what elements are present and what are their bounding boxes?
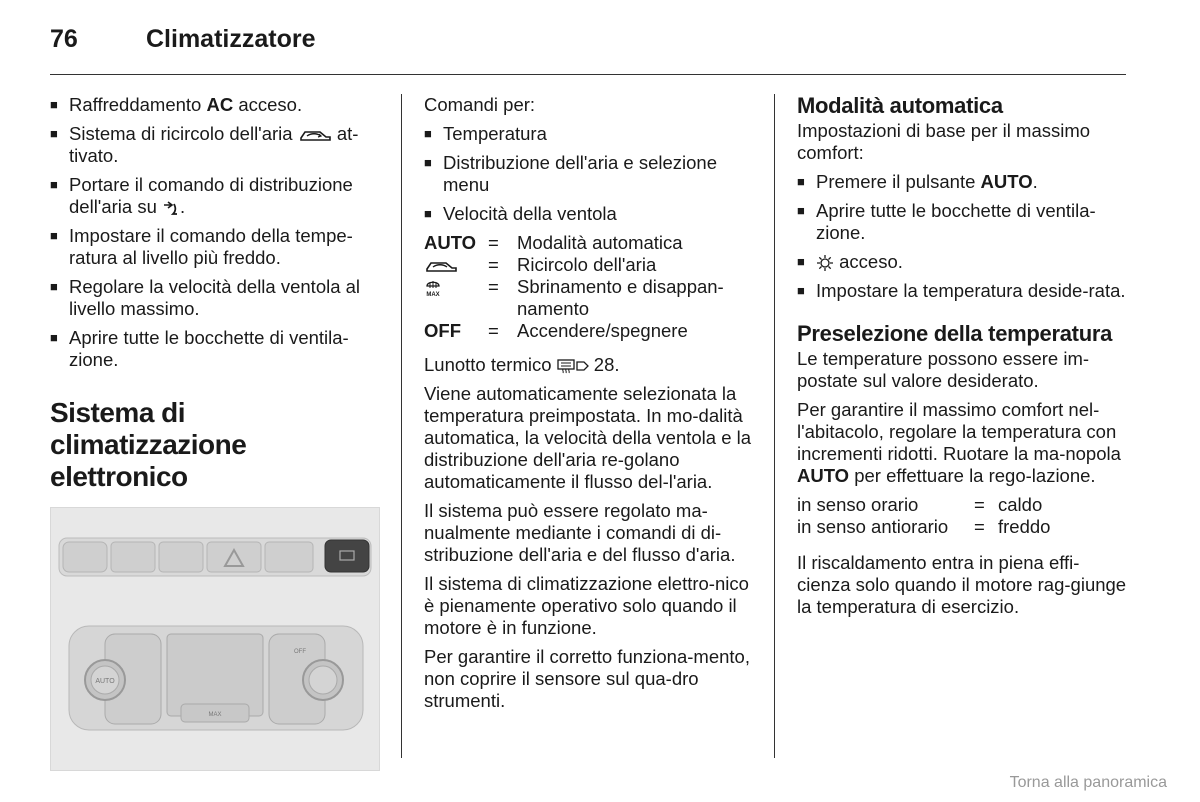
column-divider-2 [774, 94, 775, 758]
column-3 [797, 94, 1127, 625]
paragraph: Il sistema può essere regolato ma-nualmente mediante i comandi di di-stribuzione dell'aria e del flusso d'aria. [424, 500, 736, 565]
auto-mode-steps [797, 171, 1127, 302]
paragraph: Viene automaticamente selezionata la temperatura preimpostata. In mo-dalità automatica, la velocità della ventola e la distribuzione dell'aria re-golano automaticamente il flusso del-l'aria. [424, 383, 752, 492]
page-number: 76 [50, 25, 78, 53]
paragraph: Le temperature possono essere im-postate sul valore desiderato. [797, 348, 1090, 391]
list-item: ■ Aprire tutte le bocchette di ventila-zione. [797, 200, 1127, 244]
list-item: ■ Temperatura [424, 123, 754, 145]
paragraph: Il riscaldamento entra in piena effi-cienza solo quando il motore rag-giunge la temperatura di esercizio. [797, 552, 1127, 617]
air-to-face-icon [162, 200, 180, 216]
table-row: in senso orario = caldo [797, 494, 1043, 515]
paragraph: Per garantire il massimo comfort nel-l'abitacolo, regolare la temperatura con incrementi ridotti. Ruotare la ma-nopola AUTO per effettuare la rego-lazione. [797, 399, 1121, 486]
rear-window-heating-line: Lunotto termico 28. [424, 354, 620, 375]
ac-steps-list [50, 94, 382, 371]
paragraph: Per garantire il corretto funziona-mento, non coprire il sensore sul qua-dro strumenti. [424, 646, 750, 711]
table-row: OFF = Accendere/spegnere [424, 320, 688, 341]
auto-mode-title: Modalità automatica [797, 93, 1003, 118]
column-divider-1 [401, 94, 402, 758]
back-to-overview-link[interactable]: Torna alla panoramica [1009, 774, 1167, 791]
rotation-direction-table [797, 494, 1050, 538]
list-item: ■ Premere il pulsante AUTO. [797, 171, 1127, 193]
list-item: ■ Portare il comando di distribuzione dell'aria su . [50, 174, 382, 218]
defrost-max-icon [424, 278, 442, 298]
rear-window-heater-icon [557, 358, 575, 374]
panel-drawing [51, 508, 379, 770]
ac-snowflake-icon [816, 254, 834, 272]
controls-legend [424, 232, 754, 342]
column-2 [424, 94, 754, 719]
climate-control-panel-illustration [50, 507, 380, 771]
list-item: ■ Velocità della ventola [424, 203, 754, 225]
page-reference: 28. [593, 354, 620, 375]
list-item: ■ acceso. [797, 251, 1127, 273]
temperature-preselection-title: Preselezione della temperatura [797, 321, 1113, 346]
table-row: AUTO = Modalità automatica [424, 232, 683, 253]
header-rule [50, 74, 1126, 75]
section-title: Sistema di climatizzazione elettronico [50, 397, 247, 492]
panel-max-label: MAX [208, 712, 222, 718]
paragraph: Impostazioni di base per il massimo comfort: [797, 120, 1091, 163]
panel-off-label: OFF [294, 649, 306, 655]
table-row: MAX = Sbrinamento e disappan-namento [424, 276, 754, 320]
recirculation-icon [424, 258, 458, 274]
paragraph: Il sistema di climatizzazione elettro-nico è pienamente operativo solo quando il motore è in funzione. [424, 573, 749, 638]
list-item: ■ Impostare il comando della tempe-ratura al livello più freddo. [50, 225, 382, 269]
recirculation-icon [298, 127, 332, 143]
column-1 [50, 94, 382, 771]
page-reference-arrow-icon [575, 359, 589, 373]
svg-text:MAX: MAX [426, 292, 440, 299]
panel-auto-label: AUTO [95, 678, 115, 685]
page-title: Climatizzatore [146, 25, 316, 53]
table-row: = Ricircolo dell'aria [424, 254, 754, 276]
controls-intro: Comandi per: [424, 94, 536, 115]
list-item: ■ Regolare la velocità della ventola al livello massimo. [50, 276, 382, 320]
list-item: ■ Sistema di ricircolo dell'aria at-tivato. [50, 123, 382, 167]
list-item: ■ Distribuzione dell'aria e selezione menu [424, 152, 754, 196]
list-item: ■ Aprire tutte le bocchette di ventila-zione. [50, 327, 382, 371]
list-item: ■ Impostare la temperatura deside-rata. [797, 280, 1127, 302]
page-header [50, 24, 315, 54]
controls-list [424, 123, 754, 225]
table-row: in senso antiorario = freddo [797, 516, 1051, 537]
list-item: ■ Raffreddamento AC acceso. [50, 94, 382, 116]
